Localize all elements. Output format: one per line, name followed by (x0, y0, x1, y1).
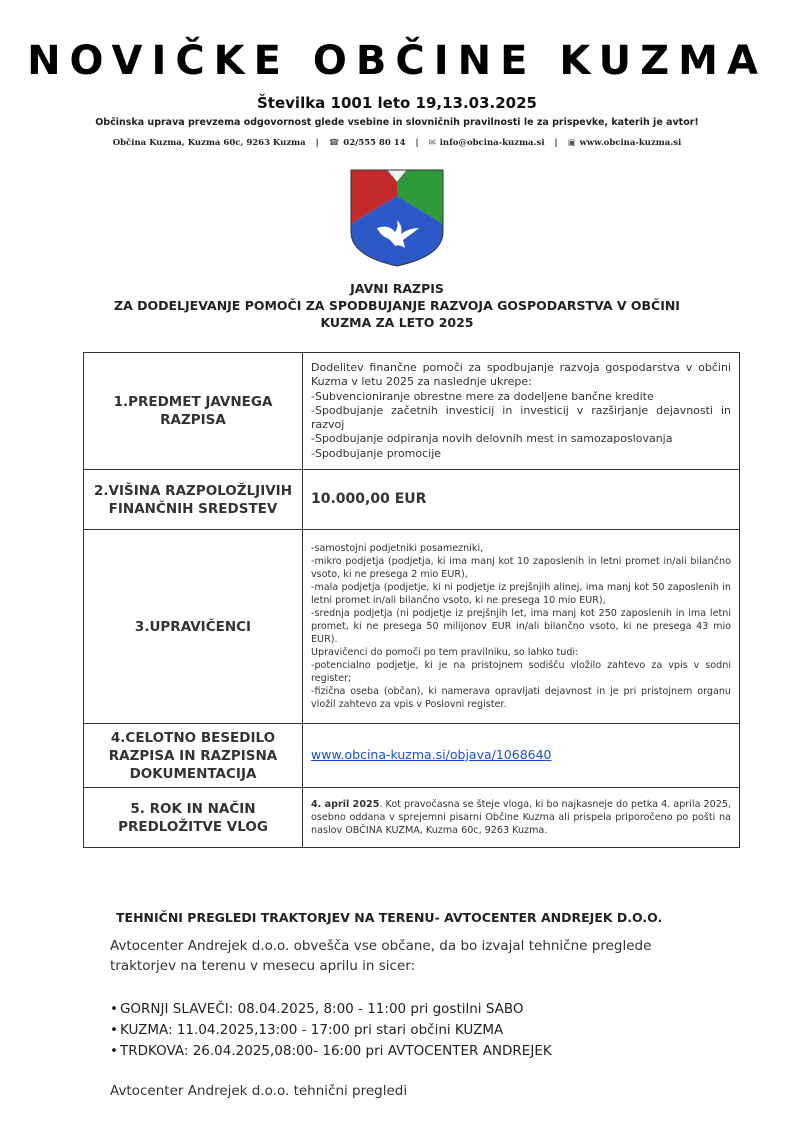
editorial-disclaimer: Občinska uprava prevzema odgovornost glede vsebine in slovničnih pravilnosti le za prispevke, katerih je avtor! (95, 117, 699, 128)
inspection-schedule-list (110, 999, 552, 1062)
tender-table (83, 352, 740, 848)
tender-documentation-link[interactable]: www.obcina-kuzma.si/objava/1068640 (311, 746, 552, 762)
issue-number: Številka 1001 leto 19,13.03.2025 (257, 94, 537, 112)
tech-inspection-footer: Avtocenter Andrejek d.o.o. tehnični pregledi (110, 1083, 408, 1099)
value-line: -Spodbujanje odpiranja novih delovnih mest in samozaposlovanja (311, 432, 673, 446)
table-row (84, 724, 740, 788)
phone-icon: ☎ (328, 138, 340, 148)
contact-phone: 02/555 80 14 (343, 138, 406, 148)
list-item: • TRDKOVA: 26.04.2025,08:00- 16:00 pri AVTOCENTER ANDREJEK (110, 1041, 552, 1062)
tender-heading-line: JAVNI RAZPIS (350, 281, 444, 296)
row-value (303, 530, 740, 724)
row-value (303, 353, 740, 470)
table-row (84, 530, 740, 724)
tech-inspection-heading: TEHNIČNI PREGLEDI TRAKTORJEV NA TERENU- AVTOCENTER ANDREJEK D.O.O. (116, 910, 663, 925)
municipal-coat-of-arms (347, 166, 447, 268)
row-label: 1.PREDMET JAVNEGA RAZPISA (84, 353, 303, 470)
table-row (84, 788, 740, 848)
separator: | (415, 138, 419, 148)
tech-inspection-intro: Avtocenter Andrejek d.o.o. obvešča vse občane, da bo izvajal tehnične preglede traktorjev na terenu v mesecu aprilu in sicer: (110, 938, 652, 974)
row-value (303, 788, 740, 848)
table-row (84, 353, 740, 470)
contact-address: Občina Kuzma, Kuzma 60c, 9263 Kuzma (112, 138, 306, 148)
deadline-date: 4. april 2025 (311, 799, 380, 810)
web-icon: ▣ (567, 138, 576, 148)
value-line: -srednja podjetja (ni podjetje iz prejšnjih let, ima manj kot 250 zaposlenih in ima letni promet, ki ne presega 50 milijonov EUR in/ali bilančno vsoto, ki ne presega 43 mio EUR). (311, 608, 731, 645)
newsletter-masthead: NOVIČKE OBČINE KUZMA (27, 38, 767, 84)
value-line: -Spodbujanje promocije (311, 446, 442, 460)
value-line: -samostojni podjetniki posamezniki, (311, 543, 484, 554)
value-line: -Spodbujanje začetnih investicij in investicij v razširjanje dejavnosti in razvoj (311, 403, 731, 432)
row-label: 2.VIŠINA RAZPOLOŽLJIVIH FINANČNIH SREDSTEV (84, 470, 303, 530)
value-line: -mikro podjetja (podjetja, ki ima manj kot 10 zaposlenih in letni promet in/ali bilančno vsoto, ki ne presega 2 mio EUR), (311, 556, 731, 580)
value-line: -fizična oseba (občan), ki namerava opravljati dejavnost in je pri pristojnem organu vložil zahtevo za vpis v Poslovni register. (311, 686, 731, 710)
value-line: -mala podjetja (podjetje, ki ni podjetje iz prejšnjih alinej, ima manj kot 50 zaposlenih in letni promet in/ali bilančno vsoto, ki ne presega 10 mio EUR), (311, 582, 731, 606)
mail-icon: ✉ (428, 138, 436, 148)
row-label: 5. ROK IN NAČIN PREDLOŽITVE VLOG (84, 788, 303, 848)
separator: | (315, 138, 319, 148)
value-line: -Subvencioniranje obrestne mere za dodeljene bančne kredite (311, 389, 654, 403)
contact-website[interactable]: www.obcina-kuzma.si (579, 138, 682, 148)
row-label: 3.UPRAVIČENCI (84, 530, 303, 724)
value-line: -potencialno podjetje, ki je na pristojnem sodišču vložilo zahtevo za vpis v sodni register; (311, 660, 731, 684)
row-label: 4.CELOTNO BESEDILO RAZPISA IN RAZPISNA DOKUMENTACIJA (84, 724, 303, 788)
tender-heading (100, 280, 694, 331)
available-funds-amount: 10.000,00 EUR (303, 470, 740, 530)
tender-heading-line: ZA DODELJEVANJE POMOČI ZA SPODBUJANJE RAZVOJA GOSPODARSTVA V OBČINI (114, 298, 680, 313)
deadline-details: . Kot pravočasna se šteje vloga, ki bo najkasneje do petka 4. aprila 2025, osebno oddana v sprejemni pisarni Občine Kuzma ali prispela priporočeno po pošti na naslov OBČINA KUZMA, Kuzma 60c, 9263 Kuzma. (311, 799, 731, 836)
contact-email[interactable]: info@obcina-kuzma.si (439, 138, 545, 148)
contact-line (0, 138, 794, 148)
list-item: • KUZMA: 11.04.2025,13:00 - 17:00 pri stari občini KUZMA (110, 1020, 552, 1041)
row-value (303, 724, 740, 788)
separator: | (554, 138, 558, 148)
value-line: Upravičenci do pomoči po tem pravilniku, so lahko tudi: (311, 647, 579, 658)
value-line: Dodelitev finančne pomoči za spodbujanje razvoja gospodarstva v občini Kuzma v letu 2025 za naslednje ukrepe: (311, 360, 731, 389)
list-item: • GORNJI SLAVEČI: 08.04.2025, 8:00 - 11:00 pri gostilni SABO (110, 999, 552, 1020)
tender-heading-line: KUZMA ZA LETO 2025 (320, 315, 474, 330)
table-row (84, 470, 740, 530)
